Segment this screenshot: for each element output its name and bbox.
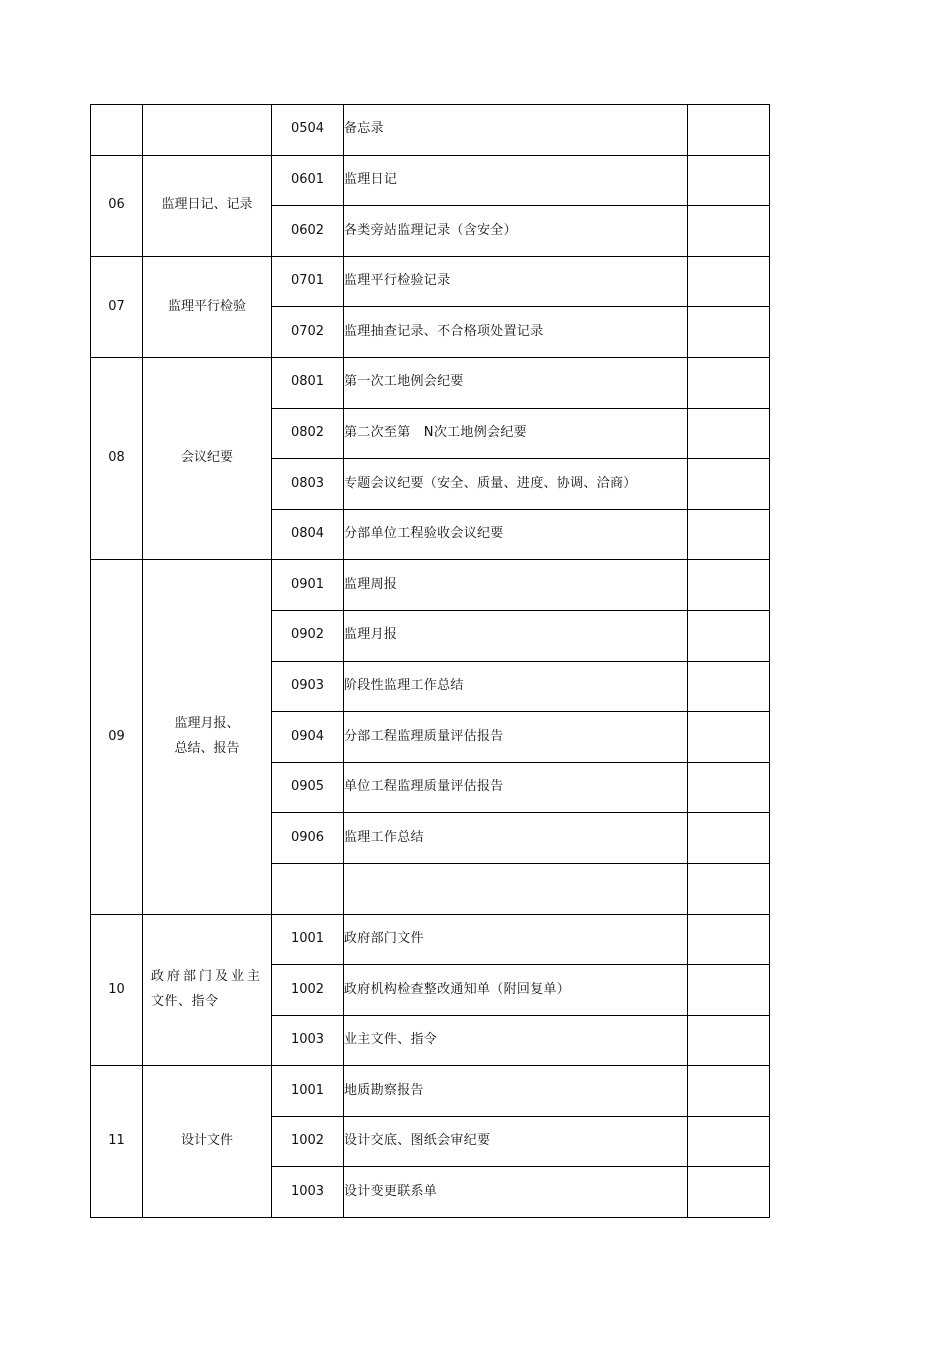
item-name: 第一次工地例会纪要 <box>344 357 688 408</box>
item-name: 分部单位工程验收会议纪要 <box>344 509 688 560</box>
remark-cell <box>688 155 770 206</box>
remark-cell <box>688 408 770 459</box>
archive-catalog-table <box>90 104 770 1218</box>
item-code: 0905 <box>272 762 344 813</box>
group-code: 07 <box>91 256 143 357</box>
remark-cell <box>688 661 770 712</box>
item-code: 0904 <box>272 712 344 763</box>
remark-cell <box>688 459 770 510</box>
remark-cell <box>688 256 770 307</box>
item-name: 阶段性监理工作总结 <box>344 661 688 712</box>
table-row <box>91 105 770 156</box>
group-name <box>143 105 272 156</box>
group-code: 06 <box>91 155 143 256</box>
item-name: 监理日记 <box>344 155 688 206</box>
item-name: 监理月报 <box>344 610 688 661</box>
item-name: 各类旁站监理记录（含安全） <box>344 206 688 257</box>
item-name: 设计交底、图纸会审纪要 <box>344 1116 688 1167</box>
item-name: 第二次至第 N次工地例会纪要 <box>344 408 688 459</box>
item-code: 0802 <box>272 408 344 459</box>
remark-cell <box>688 357 770 408</box>
remark-cell <box>688 610 770 661</box>
item-code: 0601 <box>272 155 344 206</box>
item-name: 单位工程监理质量评估报告 <box>344 762 688 813</box>
remark-cell <box>688 965 770 1016</box>
remark-cell <box>688 206 770 257</box>
item-code: 1002 <box>272 965 344 1016</box>
item-name <box>344 863 688 914</box>
table-row <box>91 155 770 206</box>
item-code: 0804 <box>272 509 344 560</box>
item-code: 1003 <box>272 1167 344 1218</box>
item-code: 0602 <box>272 206 344 257</box>
table-row <box>91 256 770 307</box>
item-name: 设计变更联系单 <box>344 1167 688 1218</box>
remark-cell <box>688 1015 770 1066</box>
remark-cell <box>688 509 770 560</box>
item-code: 0504 <box>272 105 344 156</box>
remark-cell <box>688 863 770 914</box>
item-code: 0801 <box>272 357 344 408</box>
group-name: 会议纪要 <box>143 357 272 559</box>
table-row <box>91 914 770 965</box>
remark-cell <box>688 914 770 965</box>
item-code: 0903 <box>272 661 344 712</box>
group-name-line: 总结、报告 <box>174 740 240 756</box>
item-name: 政府部门文件 <box>344 914 688 965</box>
item-name: 监理工作总结 <box>344 813 688 864</box>
item-name: 分部工程监理质量评估报告 <box>344 712 688 763</box>
table-row <box>91 560 770 611</box>
group-name-line: 文件、指令 <box>151 993 219 1009</box>
group-name <box>143 914 272 1066</box>
item-name: 专题会议纪要（安全、质量、进度、协调、洽商） <box>344 459 688 510</box>
remark-cell <box>688 105 770 156</box>
remark-cell <box>688 712 770 763</box>
item-code: 0701 <box>272 256 344 307</box>
item-name: 地质勘察报告 <box>344 1066 688 1117</box>
group-code: 08 <box>91 357 143 559</box>
remark-cell <box>688 560 770 611</box>
item-code: 1001 <box>272 1066 344 1117</box>
item-code: 1003 <box>272 1015 344 1066</box>
table-row <box>91 1066 770 1117</box>
item-name: 政府机构检查整改通知单（附回复单） <box>344 965 688 1016</box>
table-row <box>91 357 770 408</box>
item-code: 1002 <box>272 1116 344 1167</box>
group-name-line: 监理月报、 <box>174 716 240 732</box>
item-code: 0702 <box>272 307 344 358</box>
group-code: 10 <box>91 914 143 1066</box>
remark-cell <box>688 813 770 864</box>
remark-cell <box>688 1167 770 1218</box>
item-code: 0803 <box>272 459 344 510</box>
group-name-line: 政府部门及业主 <box>151 969 264 985</box>
group-code <box>91 105 143 156</box>
item-name: 监理平行检验记录 <box>344 256 688 307</box>
item-name: 业主文件、指令 <box>344 1015 688 1066</box>
remark-cell <box>688 1066 770 1117</box>
remark-cell <box>688 1116 770 1167</box>
group-name: 监理平行检验 <box>143 256 272 357</box>
item-name: 监理抽查记录、不合格项处置记录 <box>344 307 688 358</box>
item-name: 备忘录 <box>344 105 688 156</box>
item-code <box>272 863 344 914</box>
group-code: 11 <box>91 1066 143 1218</box>
item-code: 1001 <box>272 914 344 965</box>
item-code: 0906 <box>272 813 344 864</box>
item-code: 0902 <box>272 610 344 661</box>
group-name <box>143 560 272 914</box>
item-name: 监理周报 <box>344 560 688 611</box>
item-code: 0901 <box>272 560 344 611</box>
remark-cell <box>688 762 770 813</box>
remark-cell <box>688 307 770 358</box>
group-name: 监理日记、记录 <box>143 155 272 256</box>
group-code: 09 <box>91 560 143 914</box>
group-name: 设计文件 <box>143 1066 272 1218</box>
